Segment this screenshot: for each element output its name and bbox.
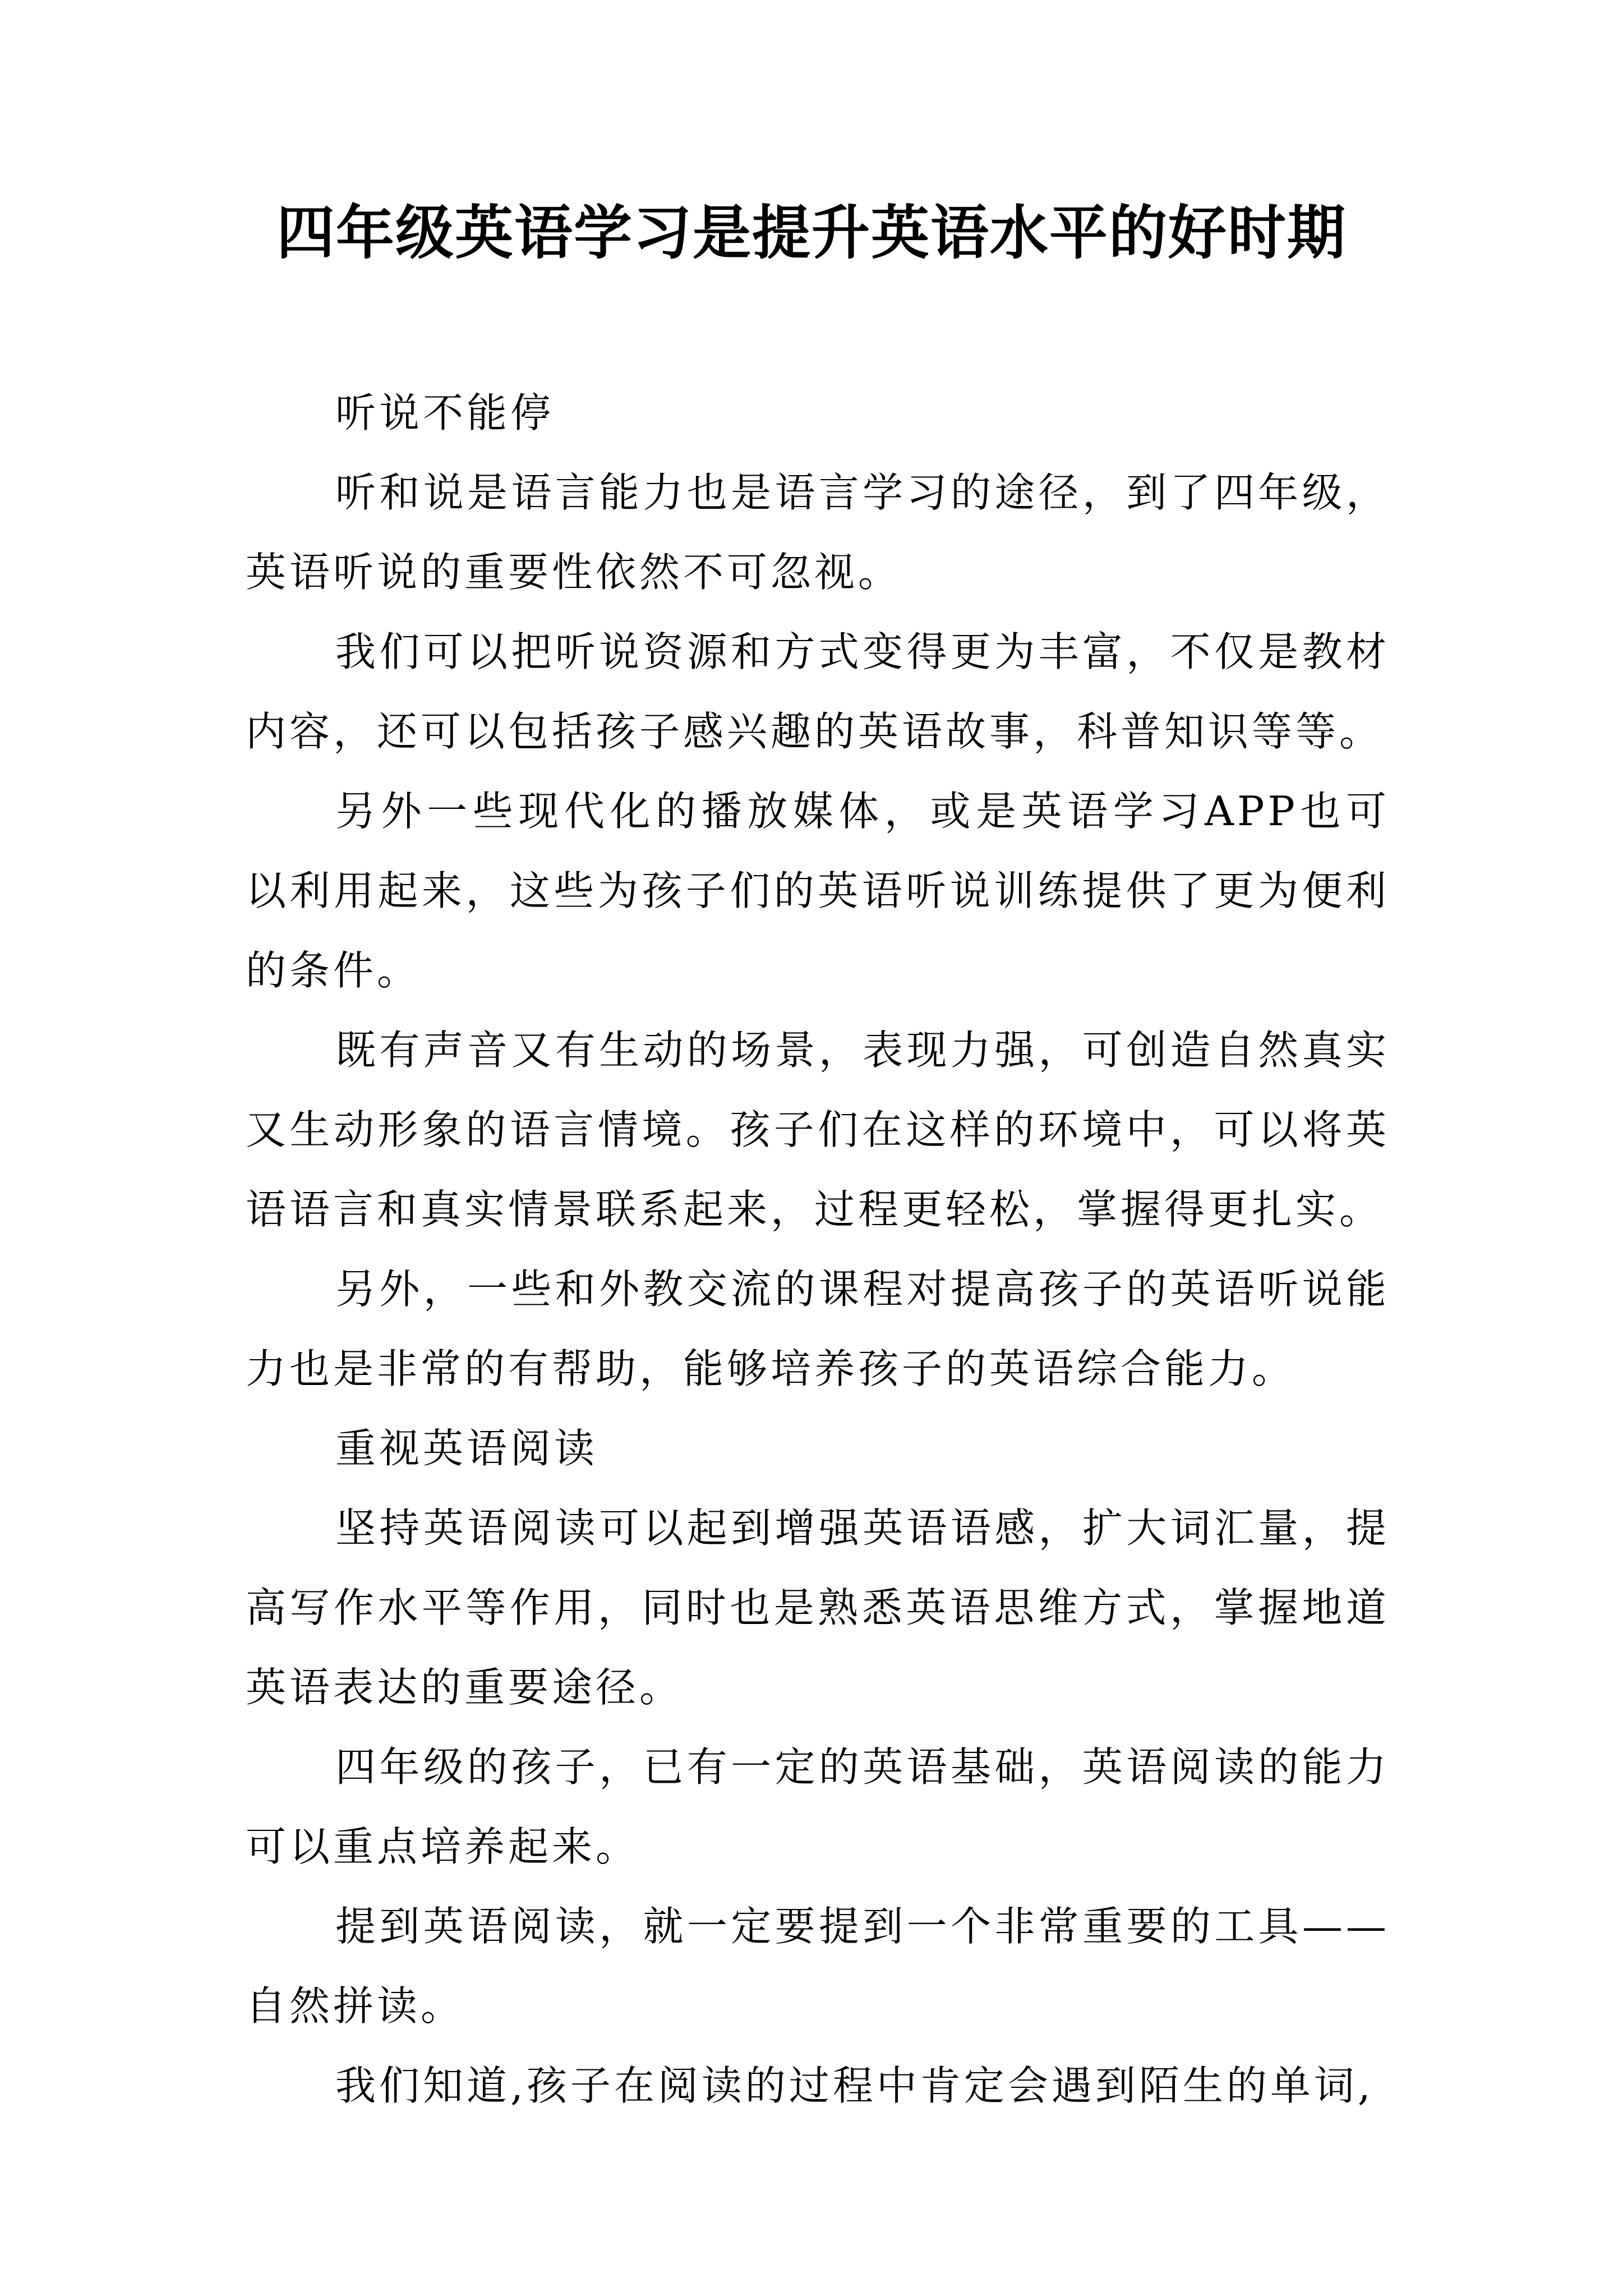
paragraph: 听和说是语言能力也是语言学习的途径，到了四年级，英语听说的重要性依然不可忽视。	[246, 469, 1390, 596]
document-body	[246, 373, 1390, 2125]
paragraph: 提到英语阅读，就一定要提到一个非常重要的工具——自然拼读。	[246, 1903, 1390, 2030]
paragraph-heading-listening: 听说不能停	[335, 389, 555, 436]
paragraph: 四年级的孩子，已有一定的英语基础，英语阅读的能力可以重点培养起来。	[246, 1743, 1390, 1870]
paragraph: 我们可以把听说资源和方式变得更为丰富，不仅是教材内容，还可以包括孩子感兴趣的英语故事，科普知识等等。	[246, 628, 1390, 755]
paragraph-heading-reading: 重视英语阅读	[335, 1425, 598, 1472]
paragraph: 我们知道,孩子在阅读的过程中肯定会遇到陌生的单词,	[335, 2062, 1374, 2109]
document-title: 四年级英语学习是提升英语水平的好时期	[276, 199, 1347, 267]
paragraph: 坚持英语阅读可以起到增强英语语感，扩大词汇量，提高写作水平等作用，同时也是熟悉英语思维方式，掌握地道英语表达的重要途径。	[246, 1504, 1390, 1711]
paragraph: 既有声音又有生动的场景，表现力强，可创造自然真实又生动形象的语言情境。孩子们在这样的环境中，可以将英语语言和真实情景联系起来，过程更轻松，掌握得更扎实。	[246, 1027, 1390, 1233]
paragraph: 另外，一些和外教交流的课程对提高孩子的英语听说能力也是非常的有帮助，能够培养孩子的英语综合能力。	[246, 1266, 1390, 1392]
paragraph: 另外一些现代化的播放媒体，或是英语学习APP也可以利用起来，这些为孩子们的英语听说训练提供了更为便利的条件。	[246, 788, 1390, 994]
